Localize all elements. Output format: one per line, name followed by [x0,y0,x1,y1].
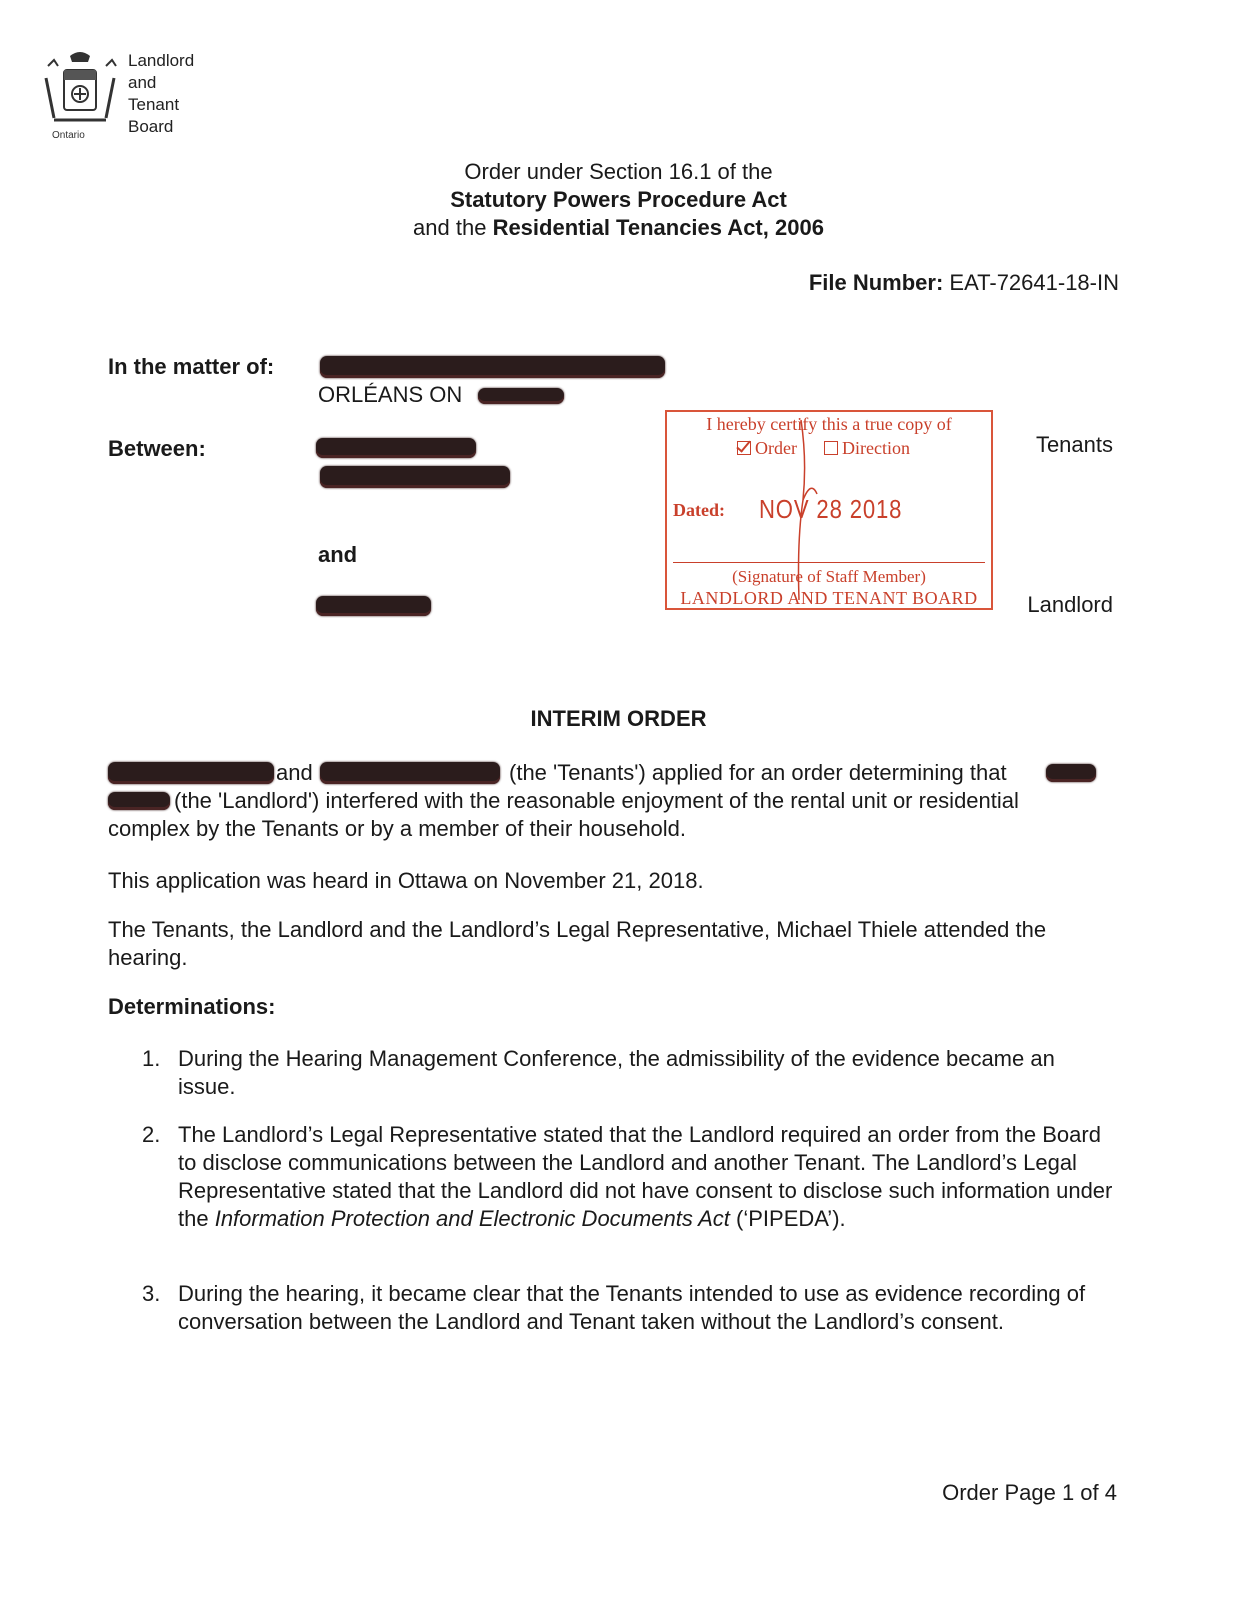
order-heading-line-1: Order under Section 16.1 of the [464,159,773,184]
redaction-mark [320,356,665,378]
redaction-mark [108,762,274,784]
file-number [809,270,1119,296]
file-number-value: EAT-72641-18-IN [949,270,1119,295]
stamp-option-order: Order [755,438,797,458]
redaction-mark [320,466,510,488]
attended-paragraph: The Tenants, the Landlord and the Landlord’s Legal Representative, Michael Thiele attended the hearing. [108,917,1047,970]
landlord-role: Landlord [1027,592,1113,617]
intro-line-3: complex by the Tenants or by a member of their household. [108,816,687,841]
stamp-signature-label: (Signature of Staff Member) [732,567,926,586]
signature-line [673,562,985,563]
item-number: 3. [142,1281,161,1306]
board-name-line: Tenant [128,95,180,114]
order-heading-line-3 [0,214,1237,242]
stamp-option-direction: Direction [841,438,910,458]
spp-act-title: Statutory Powers Procedure Act [450,187,787,212]
certified-copy-stamp [665,410,993,610]
checkbox-checked-icon [737,441,751,455]
intro-and: and [276,760,313,785]
item-text [178,1121,1118,1233]
item-text: During the hearing, it became clear that the Tenants intended to use as evidence recording of conversation between the Landlord and Tenant taken without the Landlord’s consent. [178,1281,1086,1334]
matter-label: In the matter of: [108,354,275,379]
item-number: 2. [142,1122,161,1147]
ontario-coat-of-arms-logo [40,48,120,143]
redaction-mark [316,438,476,458]
redaction-mark [1046,764,1096,782]
board-name-line: and [128,73,157,92]
redaction-mark [478,388,564,404]
order-heading-prefix: and the [413,215,493,240]
determinations-heading: Determinations: [108,994,276,1019]
redaction-mark [320,762,500,784]
file-number-label: File Number: [808,270,944,295]
stamp-board-name: LANDLORD AND TENANT BOARD [680,588,978,608]
redaction-mark [316,596,431,616]
between-label: Between: [108,436,206,461]
board-name-line: Landlord [128,51,195,70]
pipeda-act-title: Information Protection and Electronic Documents Act [214,1206,730,1231]
page-number: Order Page 1 of 4 [942,1480,1117,1505]
item-text: During the Hearing Management Conference, the admissibility of the evidence became an issue. [178,1046,1055,1099]
intro-tenants-text: (the 'Tenants') applied for an order determining that [509,760,1007,785]
tenants-role: Tenants [1035,432,1113,457]
ontario-label: Ontario [52,130,85,141]
stamp-dated-label: Dated: [673,500,725,520]
board-name-line: Board [128,117,174,136]
and-label: and [318,542,358,567]
item-text-part: The Landlord’s Legal Representative stated that the Landlord required an order from the Board to disclose communications between the Landlord and another Tenant. The Landlord’s Legal Representative stated that the Landlord did not have consent to disclose such information under the [178,1122,1113,1231]
rta-title: Residential Tenancies Act, 2006 [492,215,824,240]
stamp-certify-text: I hereby certify this a true copy of [706,414,952,434]
board-name [128,50,194,138]
intro-landlord-text: (the 'Landlord') interfered with the reasonable enjoyment of the rental unit or residential [174,788,1019,813]
stamp-date: NOV 28 2018 [759,494,903,524]
redaction-mark [108,792,170,810]
item-text-part: (‘PIPEDA’). [729,1206,846,1231]
order-heading-line-2 [0,186,1237,214]
heard-paragraph: This application was heard in Ottawa on November 21, 2018. [108,868,704,893]
item-number: 1. [142,1046,161,1071]
address-text: ORLÉANS ON [318,382,463,407]
document-title: INTERIM ORDER [530,706,707,731]
